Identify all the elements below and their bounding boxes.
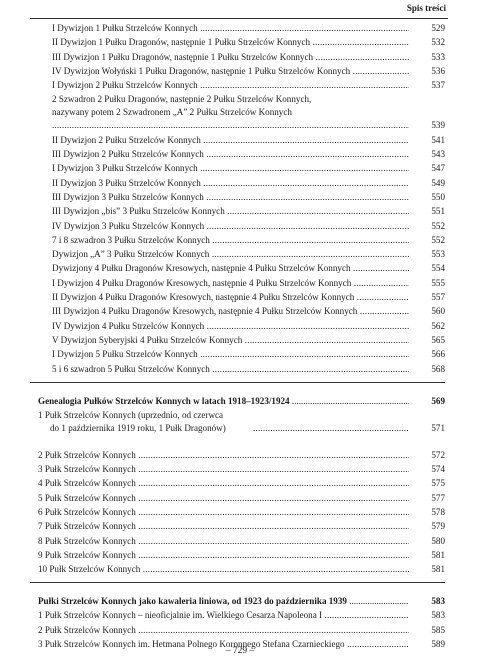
toc-entry[interactable]: 10 Pułk Strzelców Konnych ..... 581: [38, 562, 445, 576]
toc-entry[interactable]: III Dywizjon „bis” 3 Pułku Strzelców Konnych ..... 551: [38, 204, 445, 218]
toc-entry[interactable]: IV Dywizjon 3 Pułku Strzelców Konnych ..... 552: [38, 219, 445, 233]
toc-entry[interactable]: 7 i 8 szwadron 3 Pułku Strzelców Konnych ..... 552: [38, 233, 445, 247]
toc-entry[interactable]: 2 Pułk Strzelców Konnych ..... 572: [38, 448, 445, 462]
toc-section-3: [38, 594, 445, 651]
toc-entry[interactable]: I Dywizjon 2 Pułku Strzelców Konnych ..... 537: [38, 78, 445, 92]
toc-entry-multiline[interactable]: 2 Szwadron 2 Pułku Dragonów, następnie 2 Pułku Strzelców Konnych, nazywany potem 2 Szwadronem „A” 2 Pułku Strzelców Konnych ..... 539: [38, 92, 445, 132]
toc-entry[interactable]: II Dywizjon 2 Pułku Strzelców Konnych ..... 541: [38, 133, 445, 147]
toc-entry[interactable]: 5 i 6 szwadron 5 Pułku Strzelców Konnych ..... 568: [38, 362, 445, 376]
toc-entry[interactable]: 8 Pułk Strzelców Konnych ..... 580: [38, 534, 445, 548]
toc-entry[interactable]: III Dywizjon 2 Pułku Strzelców Konnych ..... 543: [38, 147, 445, 161]
toc-entry[interactable]: II Dywizjon 1 Pułku Dragonów, następnie 1 Pułku Strzelców Konnych ..... 532: [38, 35, 445, 49]
section-title[interactable]: Genealogia Pułków Strzelców Konnych w latach 1918–1923/1924 ..... 569: [38, 394, 445, 408]
toc-entry[interactable]: I Dywizjon 3 Pułku Strzelców Konnych ..... 547: [38, 161, 445, 175]
toc-entry[interactable]: 1 Pułk Strzelców Konnych – nieoficjalnie im. Wielkiego Cesarza Napoleona I ..... 583: [38, 608, 445, 622]
toc-entry[interactable]: V Dywizjon Syberyjski 4 Pułku Strzelców Konnych ..... 565: [38, 333, 445, 347]
table-of-contents: [38, 21, 445, 651]
toc-entry[interactable]: 3 Pułk Strzelców Konnych ..... 574: [38, 462, 445, 476]
toc-entry[interactable]: III Dywizjon 3 Pułku Strzelców Konnych ..... 550: [38, 190, 445, 204]
toc-entry[interactable]: 5 Pułk Strzelców Konnych ..... 577: [38, 491, 445, 505]
toc-entry[interactable]: 7 Pułk Strzelców Konnych ..... 579: [38, 519, 445, 533]
header-title: Spis treści: [406, 3, 446, 13]
toc-section-1: [38, 21, 445, 376]
toc-entry[interactable]: I Dywizjon 4 Pułku Dragonów Kresowych, następnie 4 Pułku Strzelców Konnych ..... 555: [38, 276, 445, 290]
toc-entry[interactable]: I Dywizjon 5 Pułku Strzelców Konnych ..... 566: [38, 347, 445, 361]
toc-entry[interactable]: Dywizjon „A” 3 Pułku Strzelców Konnych ..... 553: [38, 247, 445, 261]
toc-entry[interactable]: II Dywizjon 4 Pułku Dragonów Kresowych, następnie 4 Pułku Strzelców Konnych ..... 557: [38, 290, 445, 304]
section-title[interactable]: Pułki Strzelców Konnych jako kawaleria liniowa, od 1923 do października 1939 ..... 583: [38, 594, 445, 608]
toc-entry[interactable]: 9 Pułk Strzelców Konnych ..... 581: [38, 548, 445, 562]
toc-entry[interactable]: IV Dywizjon Wołyński 1 Pułku Dragonów, następnie 1 Pułku Strzelców Konnych ..... 536: [38, 64, 445, 78]
toc-entry[interactable]: Dywizjony 4 Pułku Dragonów Kresowych, następnie 4 Pułku Strzelców Konnych ..... 554: [38, 261, 445, 275]
toc-entry-multiline[interactable]: 1 Pułk Strzelców Konnych (uprzednio, od czerwca do 1 października 1919 roku, 1 Pułk Dragonów) ..... 571: [38, 408, 445, 448]
section-divider: [30, 582, 445, 583]
section-divider: [30, 382, 445, 383]
toc-entry[interactable]: III Dywizjon 1 Pułku Dragonów, następnie 1 Pułku Strzelców Konnych ..... 533: [38, 50, 445, 64]
toc-entry[interactable]: 2 Pułk Strzelców Konnych ..... 585: [38, 623, 445, 637]
page-number: – 729 –: [225, 646, 255, 656]
toc-entry[interactable]: 6 Pułk Strzelców Konnych ..... 578: [38, 505, 445, 519]
toc-entry[interactable]: 3 Pułk Strzelców Konnych im. Hetmana Polnego Koronnego Stefana Czarnieckiego ..... 589: [38, 637, 445, 651]
toc-entry[interactable]: 4 Pułk Strzelców Konnych ..... 575: [38, 476, 445, 490]
toc-entry[interactable]: IV Dywizjon 4 Pułku Strzelców Konnych ..... 562: [38, 319, 445, 333]
toc-entry[interactable]: II Dywizjon 3 Pułku Strzelców Konnych ..... 549: [38, 176, 445, 190]
toc-entry[interactable]: III Dywizjon 4 Pułku Dragonów Kresowych, następnie 4 Pułku Strzelców Konnych ..... 560: [38, 304, 445, 318]
toc-section-2: [38, 394, 445, 577]
page-header: [30, 0, 448, 19]
toc-entry[interactable]: I Dywizjon 1 Pułku Strzelców Konnych ..... 529: [38, 21, 445, 35]
